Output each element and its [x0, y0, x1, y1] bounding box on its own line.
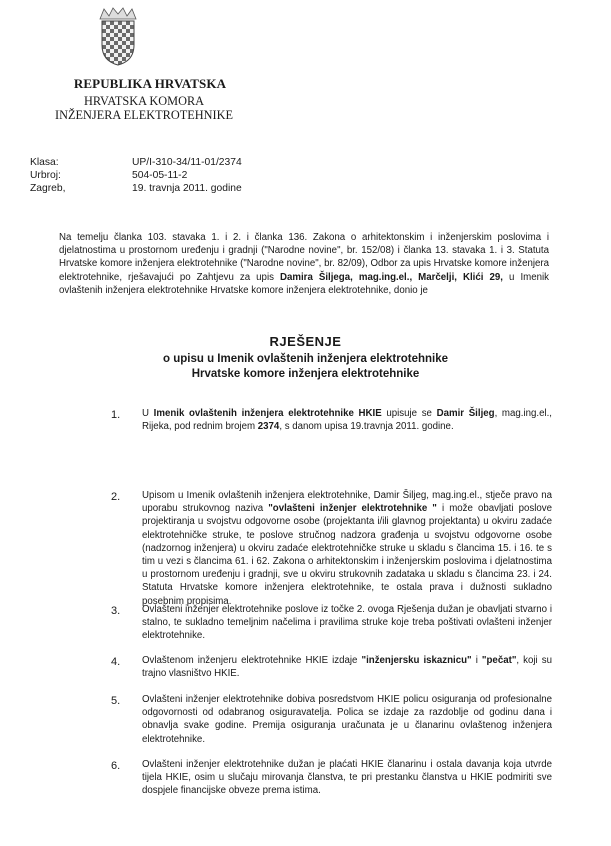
document-title: RJEŠENJE	[269, 334, 342, 349]
intro-paragraph: Na temelju članka 103. stavaka 1. i 2. i članka 136. Zakona o arhitektonskim i inženjerskim poslovima i djelatnostima u prostornom uređenju i gradnji ("Narodne novine", br. 152/08) i članka 13. stavaka 1. i 3. Statuta Hrvatske komore inženjera elektrotehnike ("Narodne novine", br. 82/09), Odbor za upis Hrvatske komore inženjera elektrotehnike, rješavajući po Zahtjevu za upis Damira Šiljega, mag.ing.el., Marčelji, Klići 29, u Imenik ovlaštenih inženjera elektrotehnike Hrvatske komore inženjera elektrotehnike, donio je	[59, 232, 549, 296]
chamber-name-line2: INŽENJERA ELEKTROTEHNIKE	[55, 108, 233, 122]
document-subtitle-line2: Hrvatske komore inženjera elektrotehnike	[191, 368, 420, 380]
item-number: 1.	[111, 409, 121, 421]
document-subtitle-line1: o upisu u Imenik ovlaštenih inženjera elektrotehnike	[162, 353, 449, 365]
item-number: 2.	[111, 491, 121, 503]
item-number: 6.	[111, 760, 121, 772]
meta-label-place: Zagreb,	[30, 183, 66, 194]
item-number: 5.	[111, 695, 121, 707]
coat-of-arms-icon	[97, 5, 139, 67]
item-4-text: Ovlaštenom inženjeru elektrotehnike HKIE izdaje "inženjersku iskaznicu" i "pečat", koji su trajno vlasništvo HKIE.	[142, 655, 552, 680]
meta-value-date: 19. travnja 2011. godine	[132, 183, 242, 194]
item-5-text: Ovlašteni inženjer elektrotehnike dobiva posredstvom HKIE policu osiguranja od profesionalne odgovornosti od odabranog osiguravatelja. Polica se izdaje za razdoblje od godinu dana i obnavlja svake godine. Premija osiguranja uračunata je u članarinu ovlaštenog inženjera elektrotehnike.	[142, 694, 552, 745]
item-number: 3.	[111, 605, 121, 617]
meta-label-urbroj: Urbroj:	[30, 170, 61, 181]
item-6-text: Ovlašteni inženjer elektrotehnike dužan je plaćati HKIE članarinu i ostala davanja koja utvrde tijela HKIE, osim u slučaju mirovanja članstva, te pri prestanku članstva u HKIE podmiriti sve dospjele financijske obveze prema istima.	[142, 759, 552, 797]
republic-heading: REPUBLIKA HRVATSKA	[73, 76, 227, 91]
chamber-name-line1: HRVATSKA KOMORA	[83, 94, 205, 108]
item-number: 4.	[111, 656, 121, 668]
item-1-text: U Imenik ovlaštenih inženjera elektrotehnike HKIE upisuje se Damir Šiljeg, mag.ing.el., Rijeka, pod rednim brojem 2374, s danom upisa 19.travnja 2011. godine.	[142, 408, 553, 433]
meta-label-klasa: Klasa:	[30, 157, 59, 168]
item-3-text: Ovlašteni inženjer elektrotehnike poslove iz točke 2. ovoga Rješenja dužan je obavljati stvarno i stalno, te sukladno temeljnim načelima i pravilima struke koje treba poštivati ovlašteni inženjer elektrotehnike.	[142, 604, 552, 642]
meta-value-klasa: UP/I-310-34/11-01/2374	[132, 157, 242, 168]
meta-value-urbroj: 504-05-11-2	[132, 170, 188, 181]
item-2-text: Upisom u Imenik ovlaštenih inženjera elektrotehnike, Damir Šiljeg, mag.ing.el., stječe pravo na uporabu strukovnog naziva "ovlašteni inženjer elektrotehnike " i može obavljati poslove projektiranja u svojstvu odgovorne osobe (projektanta i/ili glavnog projektanta) u okviru zadaće elektrotehničke struke, te poslove stručnog nadzora građenja u svojstvu odgovorne osobe (nadzornog inženjera) u okviru zadaće elektrotehničke struke u skladu s člancima 15. i 16. te s tim u vezi s člancima 61. i 62. Zakona o arhitektonskim i inženjerskim poslovima i djelatnostima u prostornom uređenju i gradnji, sve u okviru strukovnih zadataka u skladu s člancima 23. i 24. Statuta Hrvatske komore inženjera elektrotehnike, te ostala prava i dužnosti sukladno posebnim propisima.	[142, 490, 552, 607]
